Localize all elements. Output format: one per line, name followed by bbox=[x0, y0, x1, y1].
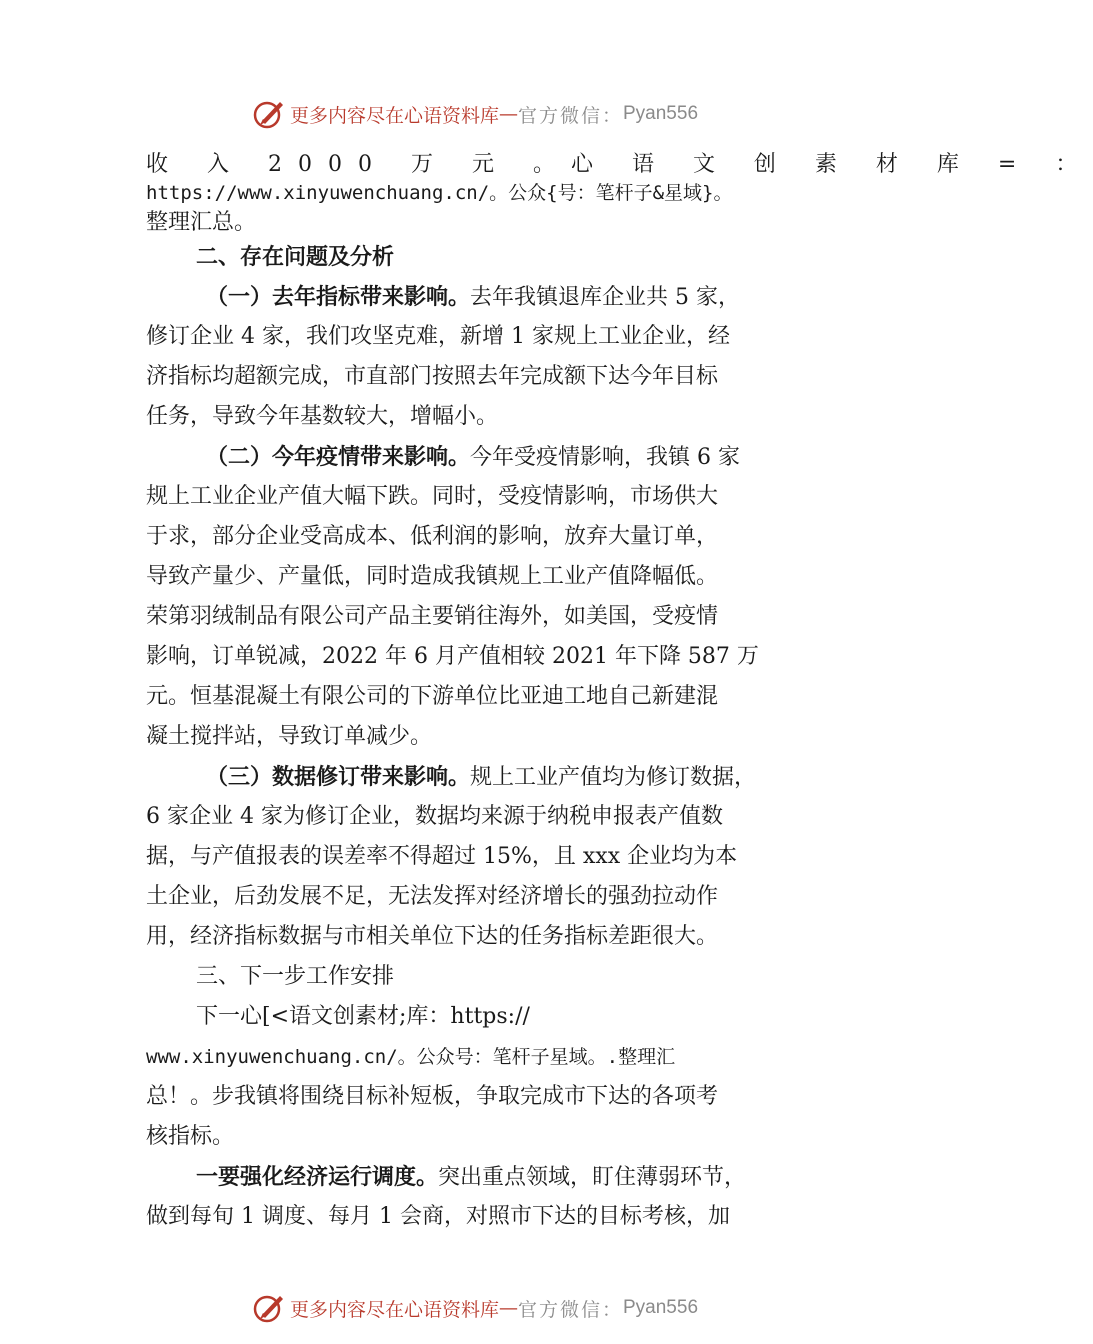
text-span: 突出重点领域，盯住薄弱环节， bbox=[438, 1165, 747, 1190]
text-line: 影响，订单锐减，2022 年 6 月产值相较 2021 年下降 587 万 bbox=[146, 644, 759, 669]
footer-banner bbox=[0, 1288, 950, 1328]
banner-official: 官方微信： bbox=[517, 104, 623, 127]
text-line: 济指标均超额完成，市直部门按照去年完成额下达今年目标 bbox=[146, 364, 719, 389]
quill-logo-icon bbox=[252, 1291, 286, 1325]
text-line: 凝土搅拌站，导致订单减少。 bbox=[146, 724, 433, 749]
document-body bbox=[146, 150, 1093, 1237]
subsection-title: 一要强化经济运行调度。 bbox=[196, 1164, 439, 1190]
subsection-title: （一）去年指标带来影响。 bbox=[206, 284, 471, 310]
header-banner bbox=[0, 94, 950, 134]
text-line: 下一心[<语文创素材;库：https:// bbox=[196, 1004, 530, 1029]
text-line bbox=[146, 757, 826, 797]
banner-brand: 更多内容尽在心语资料库 bbox=[289, 1298, 499, 1321]
text-line: 总！。步我镇将围绕目标补短板，争取完成市下达的各项考 bbox=[146, 1084, 719, 1109]
text-line: 据，与产值报表的误差率不得超过 15%，且 xxx 企业均为本 bbox=[146, 844, 738, 869]
banner-wechat-id: Pyan556 bbox=[623, 1297, 699, 1318]
banner-dash: — bbox=[498, 103, 518, 125]
text-line: 修订企业 4 家，我们攻坚克难，新增 1 家规上工业企业，经 bbox=[146, 324, 730, 349]
text-line bbox=[146, 1157, 826, 1197]
text-line: 任务，导致今年基数较大，增幅小。 bbox=[146, 404, 499, 429]
quill-logo-icon bbox=[252, 97, 286, 131]
text-line bbox=[146, 437, 826, 477]
text-span: 今年受疫情影响，我镇 6 家 bbox=[470, 445, 740, 470]
banner-wechat-id: Pyan556 bbox=[623, 103, 699, 124]
banner-dash: — bbox=[498, 1297, 518, 1319]
text-line: 土企业，后劲发展不足，无法发挥对经济增长的强劲拉动作 bbox=[146, 884, 719, 909]
banner-official: 官方微信： bbox=[517, 1298, 623, 1321]
text-line: 收 入 2000 万 元 。心 语 文 创 素 材 库 = ： bbox=[146, 152, 1093, 177]
text-line: 荣第羽绒制品有限公司产品主要销往海外，如美国，受疫情 bbox=[146, 604, 719, 629]
subsection-title: （三）数据修订带来影响。 bbox=[206, 764, 471, 790]
text-line: 整理汇总。 bbox=[146, 210, 257, 235]
text-line: https://www.xinyuwenchuang.cn/。公众{号：笔杆子&星域}。 bbox=[146, 182, 733, 204]
text-line: 元。恒基混凝土有限公司的下游单位比亚迪工地自己新建混 bbox=[146, 684, 719, 709]
section-heading: 二、存在问题及分析 bbox=[196, 244, 395, 270]
subsection-title: （二）今年疫情带来影响。 bbox=[206, 444, 471, 470]
text-line bbox=[146, 277, 826, 317]
text-line: 导致产量少、产量低，同时造成我镇规上工业产值降幅低。 bbox=[146, 564, 719, 589]
text-span: 规上工业产值均为修订数据， bbox=[470, 765, 757, 790]
text-line: 规上工业企业产值大幅下跌。同时，受疫情影响，市场供大 bbox=[146, 484, 719, 509]
text-line: 6 家企业 4 家为修订企业，数据均来源于纳税申报表产值数 bbox=[146, 804, 723, 829]
banner-brand: 更多内容尽在心语资料库 bbox=[289, 104, 499, 127]
text-line: 做到每旬 1 调度、每月 1 会商，对照市下达的目标考核，加 bbox=[146, 1204, 730, 1229]
text-line: www.xinyuwenchuang.cn/。公众号：笔杆子星域。.整理汇 bbox=[146, 1046, 676, 1068]
text-line: 用，经济指标数据与市相关单位下达的任务指标差距很大。 bbox=[146, 924, 719, 949]
text-line: 核指标。 bbox=[146, 1124, 235, 1149]
text-span: 去年我镇退库企业共 5 家， bbox=[470, 285, 740, 310]
text-line: 于求，部分企业受高成本、低利润的影响，放弃大量订单， bbox=[146, 524, 719, 549]
section-heading: 三、下一步工作安排 bbox=[196, 964, 395, 989]
